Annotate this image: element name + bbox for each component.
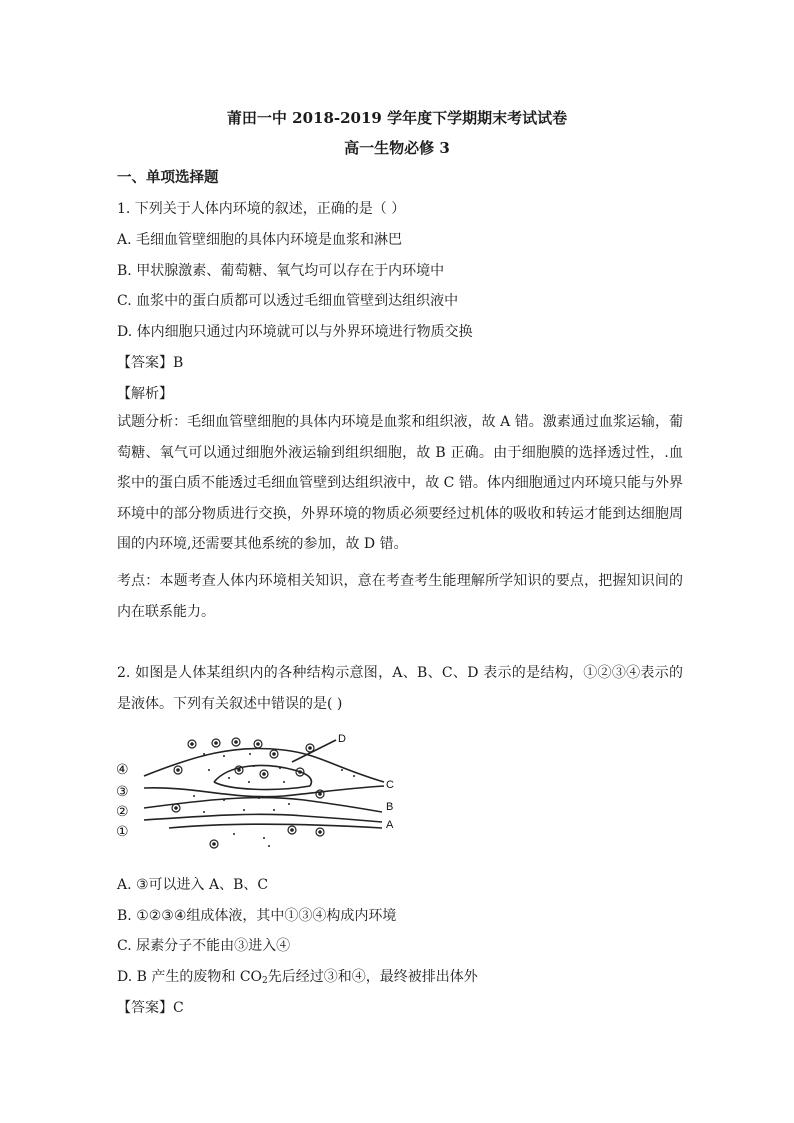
- label-fluid-1: ①: [116, 824, 129, 840]
- cell-wall: [169, 824, 382, 828]
- q2-option-b: B. ①②③④组成体液，其中①③④构成内环境: [117, 908, 397, 924]
- exam-title: 莆田一中 2018-2019 学年度下学期期末考试试卷: [226, 109, 568, 127]
- q2-option-a: A. ③可以进入 A、B、C: [117, 877, 269, 893]
- q1-option-a: A. 毛细血管壁细胞的具体内环境是血浆和淋巴: [117, 232, 403, 248]
- cells-layer: [172, 738, 324, 848]
- q2-answer: 【答案】C: [117, 1000, 184, 1016]
- section-heading: 一、单项选择题: [117, 169, 219, 186]
- q1-analysis-text: 试题分析：毛细血管壁细胞的具体内环境是血浆和组织液，故 A 错。激素通过血浆运输，葡萄糖、氧气可以通过细胞外液运输到组织细胞，故 B 正确。由于细胞膜的选择透过性，.血浆中的蛋白质不能透过毛细血管壁到达组织液中，故 C 错。体内细胞通过内环境只能与外界环境中的部分物质进行交换，外界环境的物质必须要经过机体的吸收和转运才能到达细胞周围的内环境,还需要其他系统的参加，故 D 错。: [117, 414, 683, 552]
- pointer-d: [292, 740, 336, 762]
- capillary-outer-lower-wall: [144, 786, 384, 797]
- q2-option-d-post: 先后经过③和④，最终被排出体外: [267, 969, 478, 985]
- label-structure-a: A: [386, 819, 394, 831]
- capillary-inner-upper-wall: [214, 766, 311, 786]
- q1-kaodian: 考点：本题考查人体内环境相关知识，意在考查考生能理解所学知识的要点，把握知识间的内在联系能力。: [117, 573, 683, 620]
- label-structure-c: C: [386, 779, 394, 791]
- q2-option-d-pre: D. B 产生的废物和 CO: [117, 969, 263, 985]
- q2-option-d-sub: 2: [262, 976, 268, 986]
- q1-option-d: D. 体内细胞只通过内环境就可以与外界环境进行物质交换: [117, 324, 473, 340]
- q2-option-c: C. 尿素分子不能由③进入④: [117, 938, 291, 954]
- tissue-structure-diagram: [114, 730, 404, 856]
- q1-analysis-label: 【解析】: [117, 386, 173, 402]
- label-fluid-3: ③: [116, 784, 129, 800]
- q1-option-c: C. 血浆中的蛋白质都可以透过毛细血管壁到达组织液中: [117, 293, 459, 309]
- capillary-inner-lower-wall: [214, 782, 310, 789]
- lymph-vessel-lower-wall: [144, 814, 382, 822]
- exam-subtitle: 高一生物必修 3: [344, 139, 450, 157]
- q1-option-b: B. 甲状腺激素、葡萄糖、氧气均可以存在于内环境中: [117, 263, 445, 279]
- label-structure-d: D: [338, 733, 346, 745]
- q2-option-d: [117, 966, 478, 986]
- q1-answer: 【答案】B: [117, 355, 184, 371]
- q2-stem: 2. 如图是人体某组织内的各种结构示意图，A、B、C、D 表示的是结构，①②③④表示的是液体。下列有关叙述中错误的是( ): [117, 665, 683, 712]
- label-fluid-4: ④: [116, 762, 129, 778]
- q1-stem: 1. 下列关于人体内环境的叙述，正确的是（ ）: [117, 201, 406, 217]
- label-structure-b: B: [386, 801, 394, 813]
- label-fluid-2: ②: [116, 804, 129, 820]
